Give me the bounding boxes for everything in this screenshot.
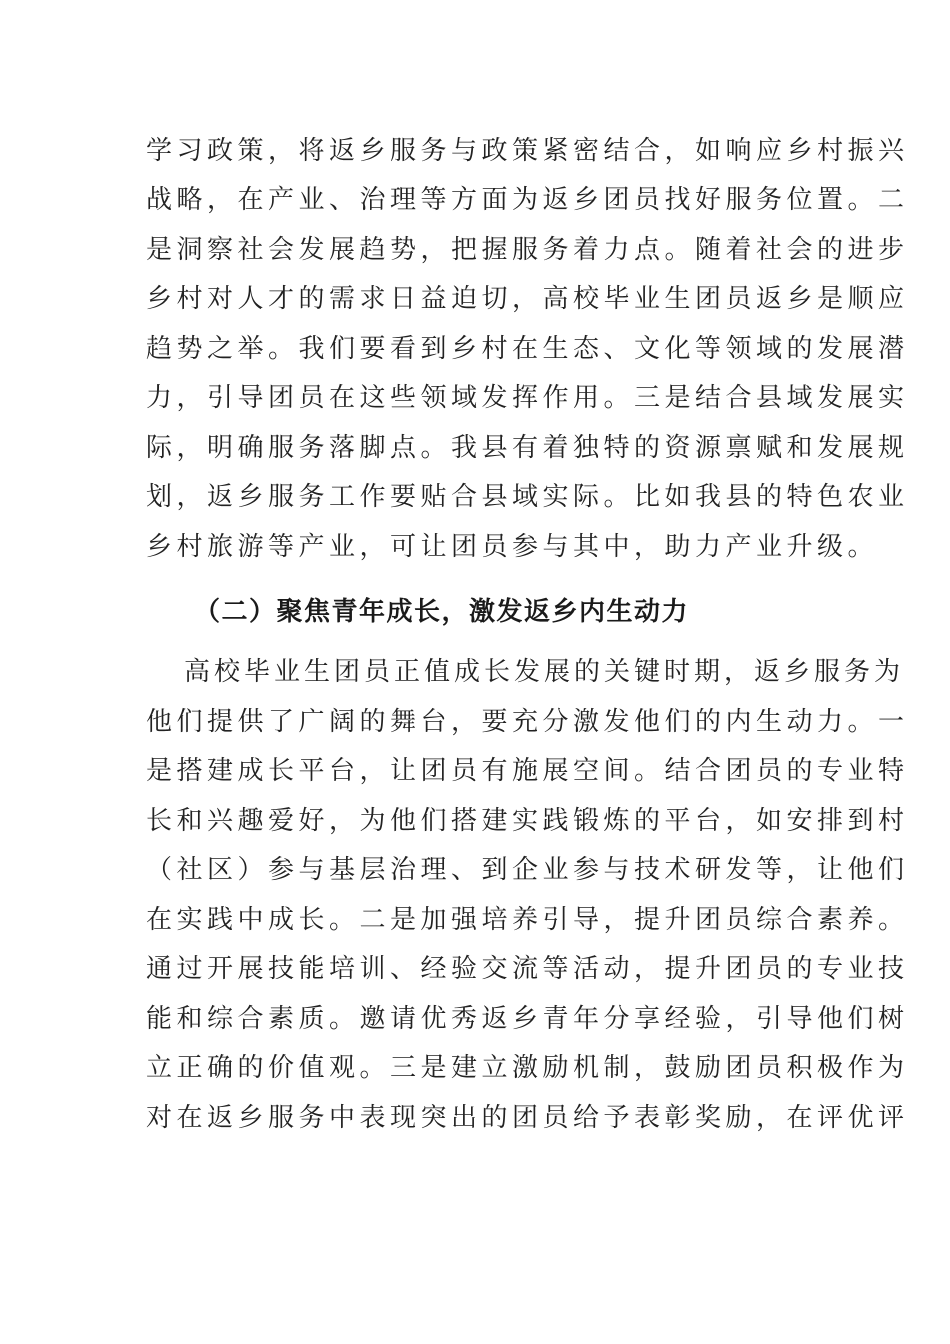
paragraph-line: 是洞察社会发展趋势，把握服务着力点。随着社会的进步 [146,235,909,265]
paragraph-line: 通过开展技能培训、经验交流等活动，提升团员的专业技 [146,954,909,984]
paragraph-line: 乡村对人才的需求日益迫切，高校毕业生团员返乡是顺应 [146,284,909,314]
paragraph-line: 对在返乡服务中表现突出的团员给予表彰奖励，在评优评 [146,1103,909,1133]
paragraph-line: （社区）参与基层治理、到企业参与技术研发等，让他们 [146,855,909,885]
paragraph-line: 能和综合素质。邀请优秀返乡青年分享经验，引导他们树 [146,1004,909,1034]
paragraph-line: 战略，在产业、治理等方面为返乡团员找好服务位置。二 [146,185,909,215]
paragraph-line: 高校毕业生团员正值成长发展的关键时期，返乡服务为 [184,657,905,687]
paragraph-line: 他们提供了广阔的舞台，要充分激发他们的内生动力。一 [146,707,909,737]
paragraph-line: 划，返乡服务工作要贴合县域实际。比如我县的特色农业 [146,482,909,512]
section-heading: （二）聚焦青年成长，激发返乡内生动力 [194,597,690,627]
paragraph-line: 在实践中成长。二是加强培养引导，提升团员综合素养。 [146,905,909,935]
paragraph-line: 乡村旅游等产业，可让团员参与其中，助力产业升级。 [146,532,879,562]
paragraph-line: 长和兴趣爱好，为他们搭建实践锻炼的平台，如安排到村 [146,806,909,836]
paragraph-line: 是搭建成长平台，让团员有施展空间。结合团员的专业特 [146,756,909,786]
paragraph-line: 际，明确服务落脚点。我县有着独特的资源禀赋和发展规 [146,433,909,463]
paragraph-line: 力，引导团员在这些领域发挥作用。三是结合县域发展实 [146,383,909,413]
paragraph-line: 立正确的价值观。三是建立激励机制，鼓励团员积极作为 [146,1053,909,1083]
paragraph-line: 学习政策，将返乡服务与政策紧密结合，如响应乡村振兴 [146,136,909,166]
paragraph-line: 趋势之举。我们要看到乡村在生态、文化等领域的发展潜 [146,334,909,364]
